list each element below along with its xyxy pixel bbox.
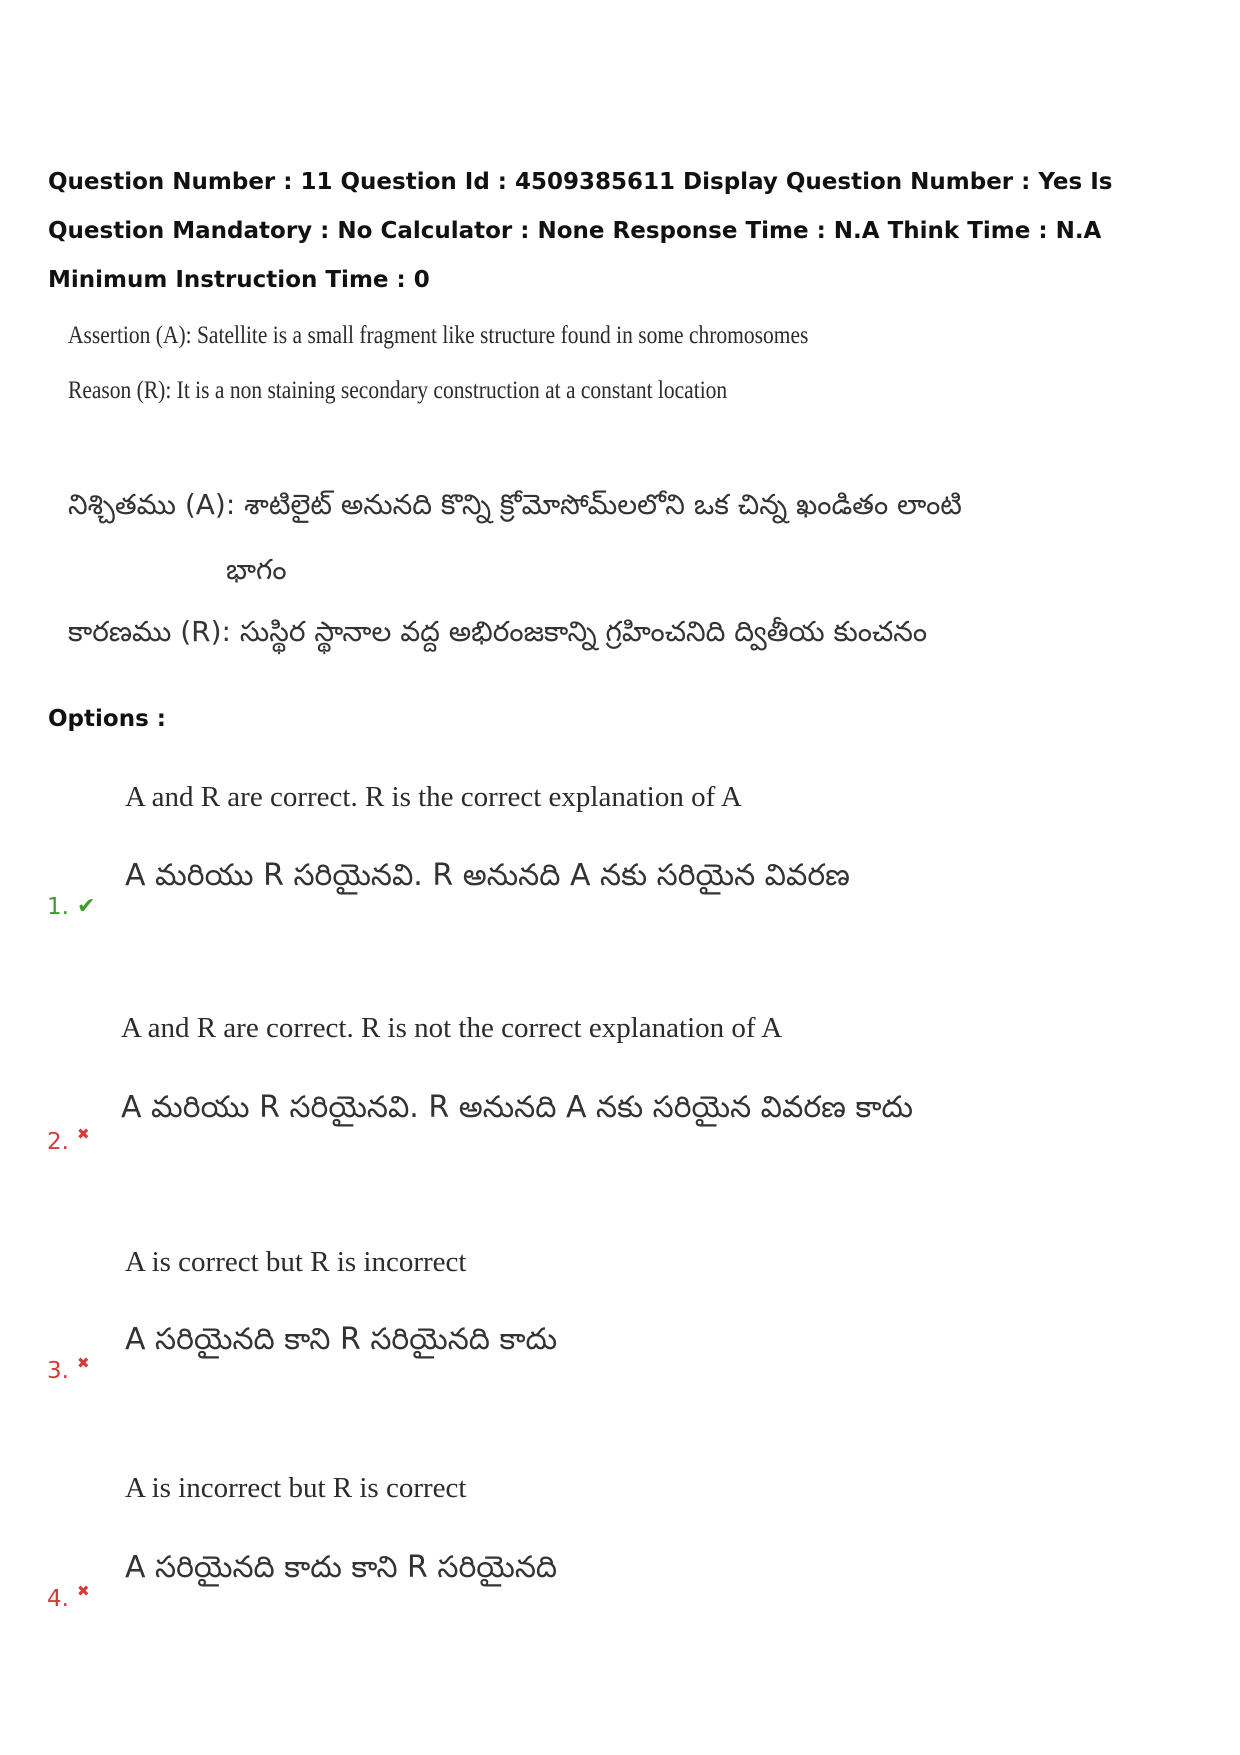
option-1-english: A and R are correct. R is the correct explanation of A bbox=[125, 781, 742, 813]
assertion-english: Assertion (A): Satellite is a small fragment like structure found in some chromosomes bbox=[68, 322, 809, 349]
assertion-telugu: నిశ్చితము (A): శాటిలైట్ అనునది కొన్ని క్రోమోసోమ్‌లలోని ఒక చిన్న ఖండితం లాంటి bbox=[68, 488, 962, 521]
option-3-marker bbox=[47, 1353, 90, 1384]
option-2-number: 2. bbox=[47, 1129, 69, 1155]
option-4-english: A is incorrect but R is correct bbox=[125, 1472, 467, 1504]
option-4-telugu: A సరియైనది కాదు కాని R సరియైనది bbox=[125, 1550, 558, 1585]
option-3-telugu: A సరియైనది కాని R సరియైనది కాదు bbox=[125, 1322, 558, 1357]
option-2-marker bbox=[47, 1124, 90, 1155]
option-3-number: 3. bbox=[47, 1358, 69, 1384]
cross-icon: ✖ bbox=[76, 1353, 90, 1372]
option-4-marker bbox=[47, 1581, 90, 1612]
assertion-telugu-continued: భాగం bbox=[226, 553, 287, 586]
option-3-english: A is correct but R is incorrect bbox=[125, 1246, 467, 1278]
option-2-english: A and R are correct. R is not the correct explanation of A bbox=[121, 1012, 783, 1044]
options-label: Options : bbox=[48, 706, 166, 732]
option-1-telugu: A మరియు R సరియైనవి. R అనునది A నకు సరియైన వివరణ bbox=[125, 858, 850, 893]
check-icon: ✔ bbox=[76, 894, 96, 919]
option-4-number: 4. bbox=[47, 1586, 69, 1612]
cross-icon: ✖ bbox=[76, 1581, 90, 1600]
option-1-number: 1. bbox=[47, 894, 69, 920]
question-meta: Question Number : 11 Question Id : 4509385611 Display Question Number : Yes Is Question Mandatory : No Calculator : None Response Time : N.A Think Time : N.A Minimum Instruction Time : 0 bbox=[48, 169, 1113, 293]
reason-telugu: కారణము (R): సుస్థిర స్థానాల వద్ద అభిరంజకాన్ని గ్రహించనిది ద్వితీయ కుంచనం bbox=[68, 615, 928, 648]
reason-english: Reason (R): It is a non staining secondary construction at a constant location bbox=[68, 377, 728, 404]
option-1-marker bbox=[47, 894, 95, 920]
option-2-telugu: A మరియు R సరియైనవి. R అనునది A నకు సరియైన వివరణ కాదు bbox=[121, 1090, 914, 1125]
cross-icon: ✖ bbox=[76, 1124, 90, 1143]
